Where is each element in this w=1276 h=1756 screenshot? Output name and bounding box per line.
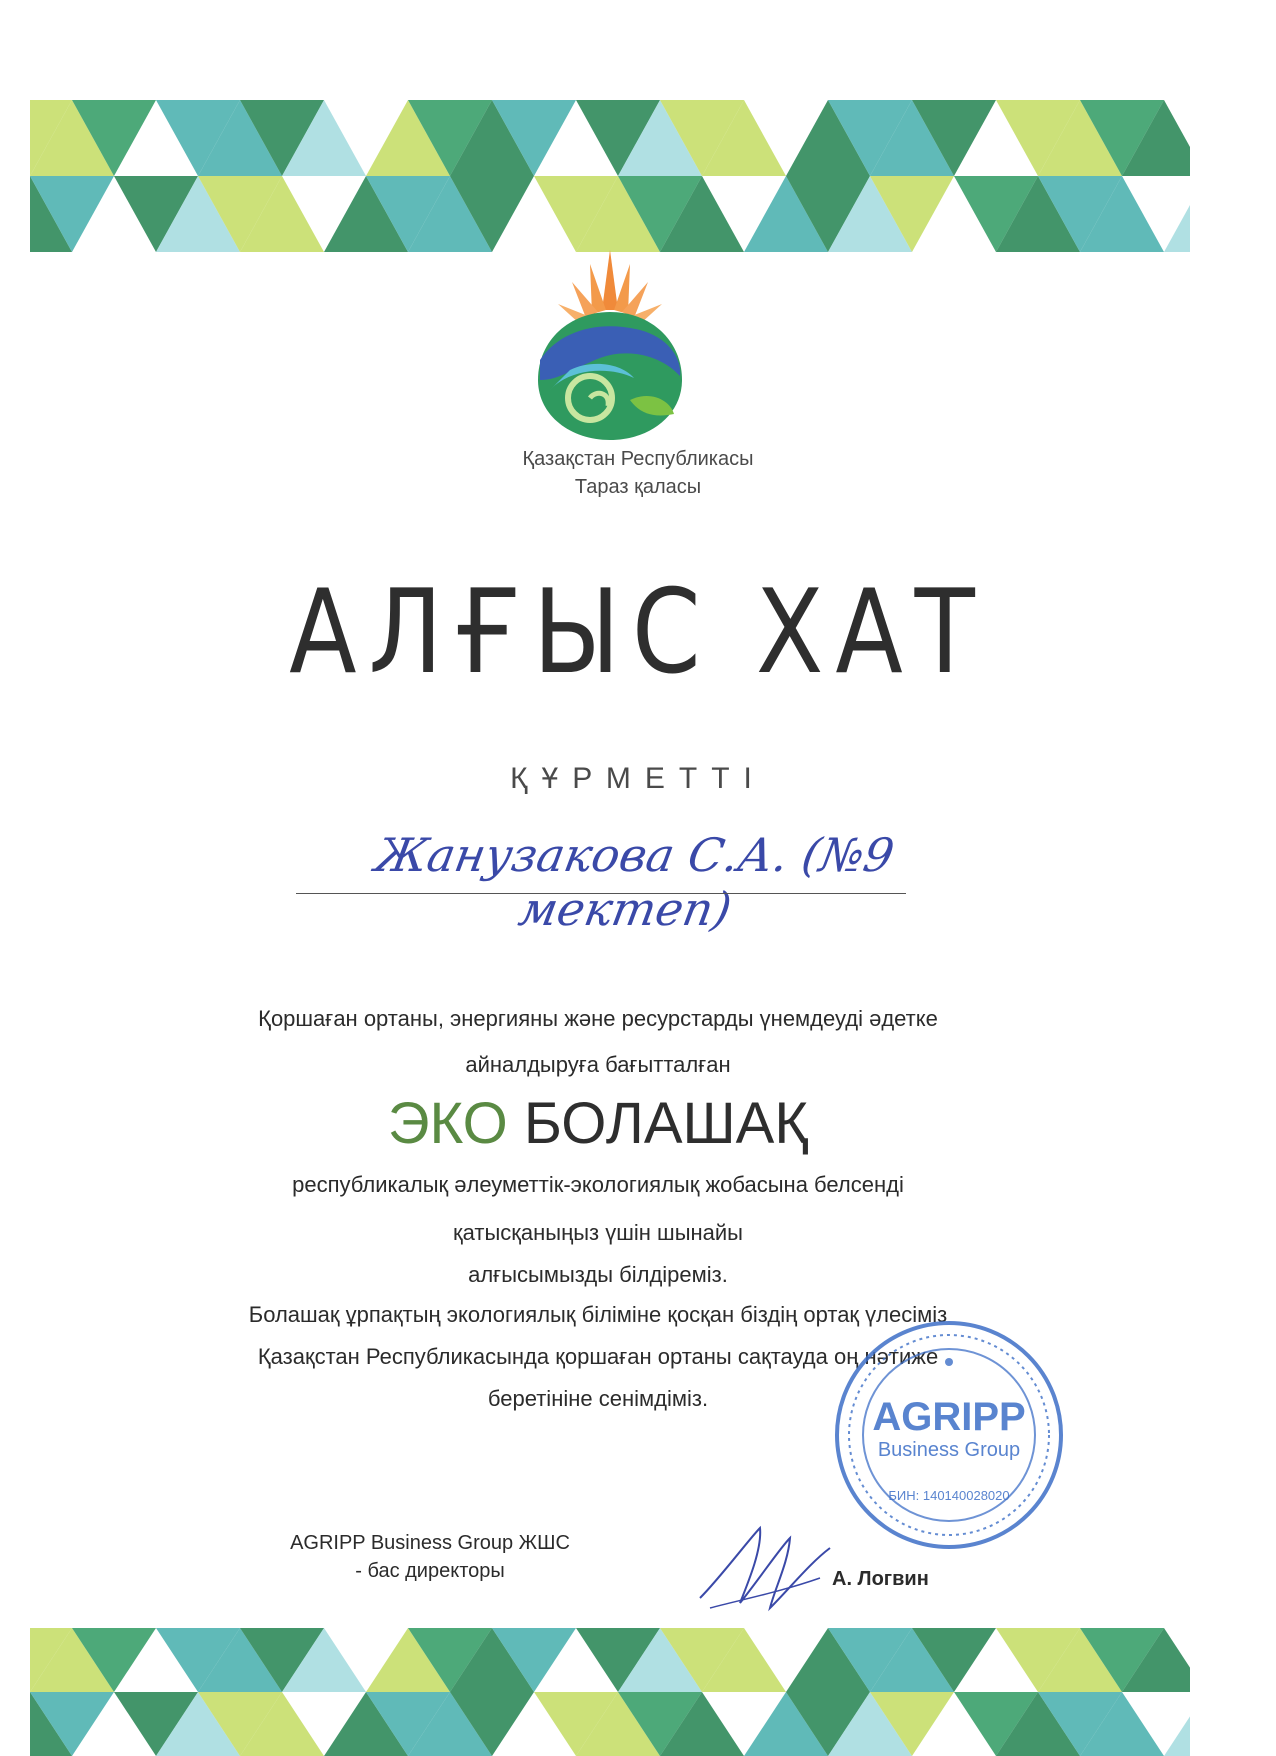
bottom-triangle-band bbox=[30, 1628, 1190, 1756]
emblem-logo bbox=[530, 250, 690, 440]
top-triangle-band bbox=[30, 100, 1190, 252]
certificate-title: АЛҒЫС ХАТ bbox=[289, 565, 987, 700]
body-line-8: беретініне сенімдіміз. bbox=[487, 1386, 709, 1411]
org-position: - бас директоры bbox=[355, 1560, 505, 1582]
logo-city-text: Тараз қаласы bbox=[574, 476, 702, 498]
band-triangle bbox=[1164, 1692, 1190, 1756]
stamp-bin: БИН: 140140028020 bbox=[888, 1488, 1010, 1503]
signature-icon bbox=[690, 1508, 840, 1618]
company-stamp-icon bbox=[832, 1318, 1066, 1552]
respected-label: ҚҰРМЕТТІ bbox=[510, 762, 766, 795]
org-name: AGRIPP Business Group ЖШС bbox=[290, 1532, 570, 1554]
body-line-7: Қазақстан Республикасында қоршаған ортаны сақтауда оң нәтиже bbox=[257, 1344, 939, 1369]
body-line-1: Қоршаған ортаны, энергияны және ресурстарды үнемдеуді әдетке bbox=[258, 1006, 938, 1031]
body-line-2: айналдыруға бағытталған bbox=[465, 1052, 731, 1077]
logo-country-text: Қазақстан Республикасы bbox=[522, 448, 754, 470]
stamp-brand: AGRIPP bbox=[872, 1395, 1026, 1439]
body-line-4: қатысқаныңыз үшін шынайы bbox=[453, 1220, 743, 1245]
body-line-6: Болашақ ұрпақтың экологиялық біліміне қосқан біздің ортақ үлесіміз bbox=[248, 1302, 948, 1327]
project-name-rest: БОЛАШАҚ bbox=[523, 1091, 809, 1156]
band-triangle bbox=[1164, 176, 1190, 252]
recipient-underline bbox=[296, 893, 906, 894]
body-line-3: республикалық әлеуметтік-экологиялық жобасына белсенді bbox=[292, 1172, 904, 1197]
stamp-sub: Business Group bbox=[877, 1439, 1021, 1461]
project-name-eco: ЭКО bbox=[387, 1091, 508, 1156]
project-name bbox=[0, 1090, 1196, 1157]
signer-name: А. Логвин bbox=[832, 1568, 929, 1590]
recipient-handwritten-name: Жанузакова С.А. (№9 мектеп) bbox=[371, 828, 899, 936]
body-line-5: алғысымызды білдіреміз. bbox=[468, 1262, 728, 1287]
